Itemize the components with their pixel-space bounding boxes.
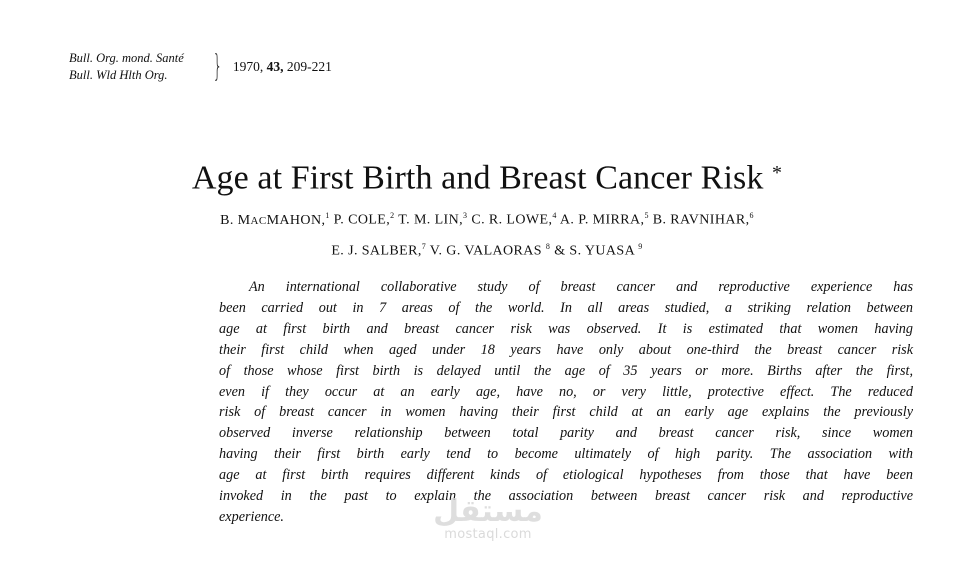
watermark-logo: [418, 494, 558, 543]
author-name: T. M. LIN,: [398, 212, 464, 228]
journal-name-english: Bull. Wld Hlth Org.: [69, 68, 168, 82]
author-name: B. RAVNIHAR,: [652, 212, 750, 228]
abstract-line: invoked in the past to explain the association between breast cancer risk and reproductive: [219, 488, 913, 505]
author-line-2: [0, 234, 974, 265]
title-footnote-mark: *: [772, 162, 783, 184]
abstract-line: age at first birth and breast cancer risk was observed. It is estimated that women having: [219, 320, 913, 337]
author-line-1: [0, 203, 974, 234]
author-name: A. P. MIRRA,: [559, 212, 645, 228]
author-list: [0, 203, 974, 264]
author-affiliation-mark: 4: [552, 211, 557, 220]
citation-reference: [233, 59, 332, 75]
abstract-line: observed inverse relationship between total parity and breast cancer risk, since women: [219, 425, 913, 442]
abstract-line: An international collaborative study of breast cancer and reproductive experience has: [249, 279, 913, 295]
abstract-line: having their first birth early tend to become ultimately of high parity. The association with: [219, 446, 913, 463]
author-affiliation-mark: 1: [325, 211, 330, 220]
abstract-line: of those whose first birth is delayed until the age of 35 years or more. Births after the first,: [219, 362, 913, 379]
author-affiliation-mark: 2: [390, 211, 395, 220]
author-name: P. COLE,: [333, 212, 391, 228]
author-name: & S. YUASA: [554, 243, 635, 259]
author-affiliation-mark: 8: [545, 241, 551, 251]
abstract-line: age at first birth requires different kinds of etiological hypotheses from those that have been: [219, 467, 913, 484]
author-affiliation-mark: 9: [638, 241, 643, 251]
citation-year: 1970,: [232, 59, 264, 74]
watermark-url: mostaql.com: [444, 527, 532, 542]
author-affiliation-mark: 3: [463, 211, 468, 220]
journal-citation: [69, 50, 332, 84]
brace-icon: }: [212, 49, 223, 84]
abstract-line: even if they occur at an early age, have no, or very little, protective effect. The reduced: [219, 383, 913, 400]
abstract: [219, 277, 913, 528]
abstract-line: risk of breast cancer in women having their first child at an early age explains the previously: [219, 404, 913, 421]
author-affiliation-mark: 7: [421, 241, 427, 251]
watermark-arabic-text: مستقل: [433, 494, 543, 529]
author-name: V. G. VALAORAS: [429, 243, 542, 259]
citation-pages: 209-221: [286, 59, 332, 74]
paper-title: [0, 150, 974, 198]
journal-name-french: Bull. Org. mond. Santé: [69, 51, 184, 65]
abstract-line: experience.: [219, 508, 284, 525]
citation-volume: 43,: [266, 59, 284, 74]
abstract-line: been carried out in 7 areas of the world. In all areas studied, a striking relation between: [219, 299, 913, 316]
author-name: B. MACMAHON,: [220, 212, 326, 228]
author-name: E. J. SALBER,: [331, 243, 422, 259]
author-name: C. R. LOWE,: [471, 212, 553, 228]
author-affiliation-mark: 6: [749, 211, 754, 220]
author-affiliation-mark: 5: [644, 211, 649, 220]
paper-title-text: Age at First Birth and Breast Cancer Risk: [191, 159, 764, 197]
journal-names: [69, 50, 184, 84]
abstract-line: their first child when aged under 18 years have only about one-third the breast cancer risk: [219, 341, 913, 358]
